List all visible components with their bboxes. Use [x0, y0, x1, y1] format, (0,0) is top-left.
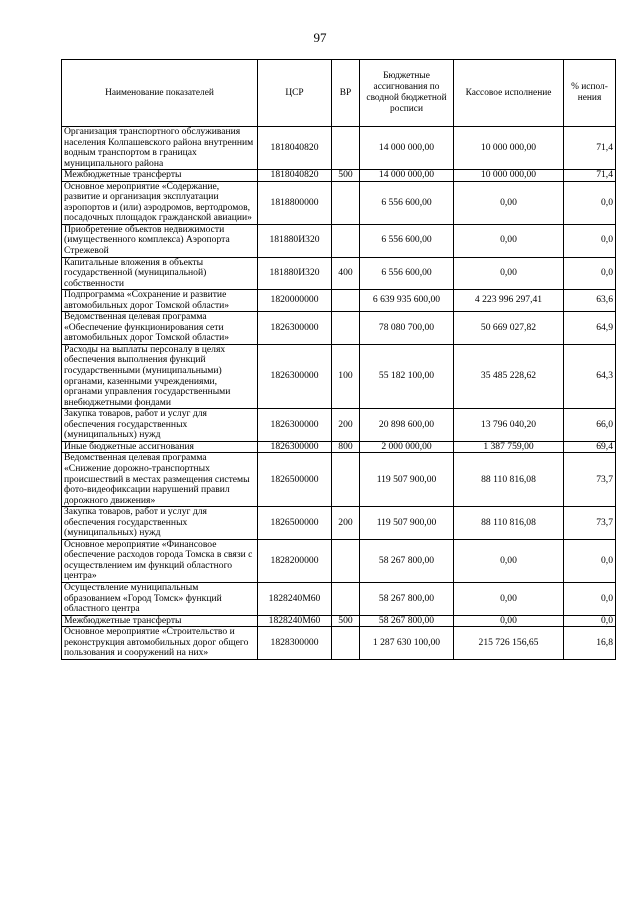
cell-vr	[332, 582, 360, 615]
cell-pct: 16,8	[564, 627, 616, 660]
cell-budget: 2 000 000,00	[360, 441, 454, 453]
table-row	[62, 181, 616, 224]
cell-pct: 0,0	[564, 257, 616, 290]
cell-cash: 50 669 027,82	[454, 312, 564, 345]
cell-csr: 181880И320	[258, 257, 332, 290]
cell-vr: 200	[332, 409, 360, 442]
cell-pct: 0,0	[564, 181, 616, 224]
cell-pct: 66,0	[564, 409, 616, 442]
cell-pct: 71,4	[564, 170, 616, 182]
header-csr: ЦСР	[258, 60, 332, 127]
header-cash: Кассовое исполнение	[454, 60, 564, 127]
cell-vr: 800	[332, 441, 360, 453]
cell-pct: 64,9	[564, 312, 616, 345]
table-row	[62, 224, 616, 257]
table-row	[62, 615, 616, 627]
cell-name: Приобретение объектов недвижимости (имущественного комплекса) Аэропорта Стрежевой	[62, 224, 258, 257]
cell-pct: 0,0	[564, 539, 616, 582]
table-row	[62, 627, 616, 660]
cell-name: Организация транспортного обслуживания населения Колпашевского района внутренним водным транспортом в границах муниципального района	[62, 127, 258, 170]
header-name: Наименование показателей	[62, 60, 258, 127]
cell-csr: 1826300000	[258, 409, 332, 442]
table-body	[62, 127, 616, 660]
table-row	[62, 127, 616, 170]
cell-csr: 1818800000	[258, 181, 332, 224]
cell-csr: 1826500000	[258, 453, 332, 507]
cell-cash: 0,00	[454, 257, 564, 290]
cell-cash: 35 485 228,62	[454, 344, 564, 408]
cell-pct: 0,0	[564, 582, 616, 615]
table-row	[62, 312, 616, 345]
cell-vr	[332, 312, 360, 345]
header-vr: ВР	[332, 60, 360, 127]
cell-budget: 14 000 000,00	[360, 170, 454, 182]
cell-pct: 0,0	[564, 615, 616, 627]
cell-vr	[332, 181, 360, 224]
cell-pct: 73,7	[564, 507, 616, 540]
cell-csr: 1826500000	[258, 507, 332, 540]
cell-csr: 1820000000	[258, 290, 332, 312]
cell-budget: 58 267 800,00	[360, 615, 454, 627]
cell-cash: 0,00	[454, 224, 564, 257]
table-row	[62, 453, 616, 507]
cell-vr	[332, 224, 360, 257]
cell-vr: 500	[332, 615, 360, 627]
cell-pct: 69,4	[564, 441, 616, 453]
cell-name: Закупка товаров, работ и услуг для обеспечения государственных (муниципальных) нужд	[62, 409, 258, 442]
cell-csr: 1826300000	[258, 344, 332, 408]
cell-cash: 1 387 759,00	[454, 441, 564, 453]
cell-pct: 64,3	[564, 344, 616, 408]
cell-name: Расходы на выплаты персоналу в целях обеспечения выполнения функций государственными (муниципальными) органами, казенными учреждениями, органами управления государственными внебюджетными фондами	[62, 344, 258, 408]
cell-cash: 88 110 816,08	[454, 453, 564, 507]
cell-vr	[332, 127, 360, 170]
cell-name: Подпрограмма «Сохранение и развитие автомобильных дорог Томской области»	[62, 290, 258, 312]
cell-name: Межбюджетные трансферты	[62, 170, 258, 182]
cell-pct: 63,6	[564, 290, 616, 312]
table-header-row	[62, 60, 616, 127]
cell-csr: 181880И320	[258, 224, 332, 257]
cell-name: Осуществление муниципальным образованием «Город Томск» функций областного центра	[62, 582, 258, 615]
cell-name: Основное мероприятие «Содержание, развитие и организация эксплуатации аэропортов и (или) аэродромов, вертодромов, посадочных площадок гражданской авиации»	[62, 181, 258, 224]
cell-name: Межбюджетные трансферты	[62, 615, 258, 627]
cell-cash: 0,00	[454, 539, 564, 582]
cell-cash: 215 726 156,65	[454, 627, 564, 660]
cell-cash: 13 796 040,20	[454, 409, 564, 442]
table-row	[62, 441, 616, 453]
cell-name: Основное мероприятие «Финансовое обеспечение расходов города Томска в связи с осуществлением им функций областного центра»	[62, 539, 258, 582]
budget-execution-table	[61, 59, 616, 660]
cell-budget: 78 080 700,00	[360, 312, 454, 345]
cell-name: Иные бюджетные ассигнования	[62, 441, 258, 453]
table-row	[62, 257, 616, 290]
cell-budget: 6 556 600,00	[360, 257, 454, 290]
cell-budget: 1 287 630 100,00	[360, 627, 454, 660]
cell-budget: 119 507 900,00	[360, 507, 454, 540]
cell-budget: 6 556 600,00	[360, 181, 454, 224]
cell-name: Ведомственная целевая программа «Снижение дорожно-транспортных происшествий в местах размещения системы фото-видеофиксации нарушений правил дорожного движения»	[62, 453, 258, 507]
cell-cash: 10 000 000,00	[454, 170, 564, 182]
cell-csr: 1828300000	[258, 627, 332, 660]
cell-budget: 58 267 800,00	[360, 582, 454, 615]
table-row	[62, 507, 616, 540]
cell-vr	[332, 290, 360, 312]
cell-vr: 400	[332, 257, 360, 290]
cell-csr: 1828240М60	[258, 582, 332, 615]
cell-cash: 0,00	[454, 181, 564, 224]
cell-pct: 73,7	[564, 453, 616, 507]
page-number: 97	[313, 30, 327, 45]
cell-cash: 0,00	[454, 615, 564, 627]
table-row	[62, 539, 616, 582]
cell-budget: 58 267 800,00	[360, 539, 454, 582]
cell-csr: 1828200000	[258, 539, 332, 582]
cell-vr: 100	[332, 344, 360, 408]
cell-vr: 200	[332, 507, 360, 540]
cell-budget: 55 182 100,00	[360, 344, 454, 408]
table-row	[62, 170, 616, 182]
cell-name: Основное мероприятие «Строительство и реконструкция автомобильных дорог общего пользования и сооружений на них»	[62, 627, 258, 660]
cell-cash: 4 223 996 297,41	[454, 290, 564, 312]
cell-pct: 71,4	[564, 127, 616, 170]
cell-budget: 6 556 600,00	[360, 224, 454, 257]
cell-csr: 1826300000	[258, 312, 332, 345]
table-row	[62, 344, 616, 408]
cell-csr: 1818040820	[258, 170, 332, 182]
cell-csr: 1826300000	[258, 441, 332, 453]
cell-pct: 0,0	[564, 224, 616, 257]
cell-budget: 20 898 600,00	[360, 409, 454, 442]
cell-csr: 1818040820	[258, 127, 332, 170]
cell-vr	[332, 453, 360, 507]
cell-vr	[332, 627, 360, 660]
cell-budget: 14 000 000,00	[360, 127, 454, 170]
cell-budget: 119 507 900,00	[360, 453, 454, 507]
table-row	[62, 409, 616, 442]
table-row	[62, 582, 616, 615]
header-pct: % испол-нения	[564, 60, 616, 127]
cell-cash: 88 110 816,08	[454, 507, 564, 540]
table-row	[62, 290, 616, 312]
cell-name: Капитальные вложения в объекты государственной (муниципальной) собственности	[62, 257, 258, 290]
cell-csr: 1828240М60	[258, 615, 332, 627]
cell-vr	[332, 539, 360, 582]
cell-vr: 500	[332, 170, 360, 182]
cell-name: Ведомственная целевая программа «Обеспечение функционирования сети автомобильных дорог Томской области»	[62, 312, 258, 345]
cell-cash: 0,00	[454, 582, 564, 615]
cell-cash: 10 000 000,00	[454, 127, 564, 170]
header-budget: Бюджетные ассигнования по сводной бюджетной росписи	[360, 60, 454, 127]
cell-budget: 6 639 935 600,00	[360, 290, 454, 312]
cell-name: Закупка товаров, работ и услуг для обеспечения государственных (муниципальных) нужд	[62, 507, 258, 540]
